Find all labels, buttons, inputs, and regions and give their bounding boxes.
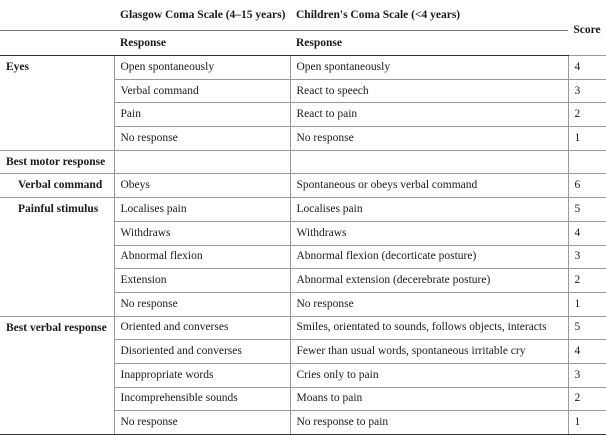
table-row — [0, 198, 606, 222]
header-row-titles — [0, 0, 606, 31]
table-row — [0, 174, 606, 198]
header-ccs-title: Children's Coma Scale (<4 years) — [290, 0, 568, 31]
row-category — [0, 221, 114, 245]
gcs-response: Oriented and converses — [114, 316, 290, 340]
gcs-response: Pain — [114, 103, 290, 127]
ccs-response: Spontaneous or obeys verbal command — [290, 174, 568, 198]
table-row — [0, 292, 606, 316]
table-row — [0, 150, 606, 174]
ccs-response: Moans to pain — [290, 387, 568, 411]
score-cell: 2 — [568, 103, 606, 127]
row-category — [0, 245, 114, 269]
gcs-response: Extension — [114, 269, 290, 293]
table-row — [0, 387, 606, 411]
gcs-response: Verbal command — [114, 79, 290, 103]
header-blank-2 — [0, 31, 114, 56]
score-cell — [568, 150, 606, 174]
gcs-response — [114, 150, 290, 174]
ccs-response: No response — [290, 292, 568, 316]
header-gcs-title: Glasgow Coma Scale (4–15 years) — [114, 0, 290, 31]
ccs-response: Open spontaneously — [290, 56, 568, 80]
ccs-response: No response to pain — [290, 411, 568, 435]
gcs-response: Localises pain — [114, 198, 290, 222]
table-row — [0, 363, 606, 387]
ccs-response: Withdraws — [290, 221, 568, 245]
table-row — [0, 411, 606, 435]
header-gcs-response: Response — [114, 31, 290, 56]
ccs-response: Fewer than usual words, spontaneous irritable cry — [290, 340, 568, 364]
gcs-response: No response — [114, 292, 290, 316]
header-score: Score — [573, 24, 601, 36]
ccs-response: React to speech — [290, 79, 568, 103]
score-cell: 4 — [568, 221, 606, 245]
score-cell: 6 — [568, 174, 606, 198]
ccs-response: Cries only to pain — [290, 363, 568, 387]
row-category: Verbal command — [0, 174, 114, 198]
ccs-response: React to pain — [290, 103, 568, 127]
table-row — [0, 316, 606, 340]
gcs-response: Disoriented and converses — [114, 340, 290, 364]
table-row — [0, 103, 606, 127]
ccs-response: No response — [290, 127, 568, 151]
table-row — [0, 269, 606, 293]
ccs-response: Localises pain — [290, 198, 568, 222]
ccs-response — [290, 150, 568, 174]
row-category — [0, 103, 114, 127]
ccs-response: Abnormal extension (decerebrate posture) — [290, 269, 568, 293]
row-category: Best motor response — [0, 150, 114, 174]
table-row — [0, 340, 606, 364]
row-category: Painful stimulus — [0, 198, 114, 222]
score-cell: 2 — [568, 387, 606, 411]
row-category: Eyes — [0, 56, 114, 80]
score-cell: 3 — [568, 245, 606, 269]
table-row — [0, 245, 606, 269]
table-row — [0, 221, 606, 245]
row-category — [0, 79, 114, 103]
gcs-response: Abnormal flexion — [114, 245, 290, 269]
table-row — [0, 79, 606, 103]
gcs-response: Open spontaneously — [114, 56, 290, 80]
header-row-response — [0, 31, 606, 56]
score-cell: 3 — [568, 79, 606, 103]
row-category: Best verbal response — [0, 316, 114, 340]
score-cell: 2 — [568, 269, 606, 293]
score-cell: 4 — [568, 56, 606, 80]
table-row — [0, 56, 606, 80]
gcs-response: Inappropriate words — [114, 363, 290, 387]
row-category — [0, 411, 114, 435]
row-category — [0, 363, 114, 387]
row-category — [0, 387, 114, 411]
table-row — [0, 127, 606, 151]
score-cell: 1 — [568, 411, 606, 435]
row-category — [0, 340, 114, 364]
gcs-response: Withdraws — [114, 221, 290, 245]
header-blank — [0, 0, 114, 31]
gcs-response: No response — [114, 411, 290, 435]
gcs-response: Obeys — [114, 174, 290, 198]
score-cell: 1 — [568, 292, 606, 316]
score-cell: 4 — [568, 340, 606, 364]
row-category — [0, 292, 114, 316]
score-cell: 5 — [568, 198, 606, 222]
ccs-response: Smiles, orientated to sounds, follows objects, interacts — [290, 316, 568, 340]
header-ccs-response: Response — [290, 31, 568, 56]
row-category — [0, 127, 114, 151]
score-cell: 1 — [568, 127, 606, 151]
score-cell: 3 — [568, 363, 606, 387]
gcs-response: Incomprehensible sounds — [114, 387, 290, 411]
gcs-response: No response — [114, 127, 290, 151]
ccs-response: Abnormal flexion (decorticate posture) — [290, 245, 568, 269]
row-category — [0, 269, 114, 293]
score-cell: 5 — [568, 316, 606, 340]
